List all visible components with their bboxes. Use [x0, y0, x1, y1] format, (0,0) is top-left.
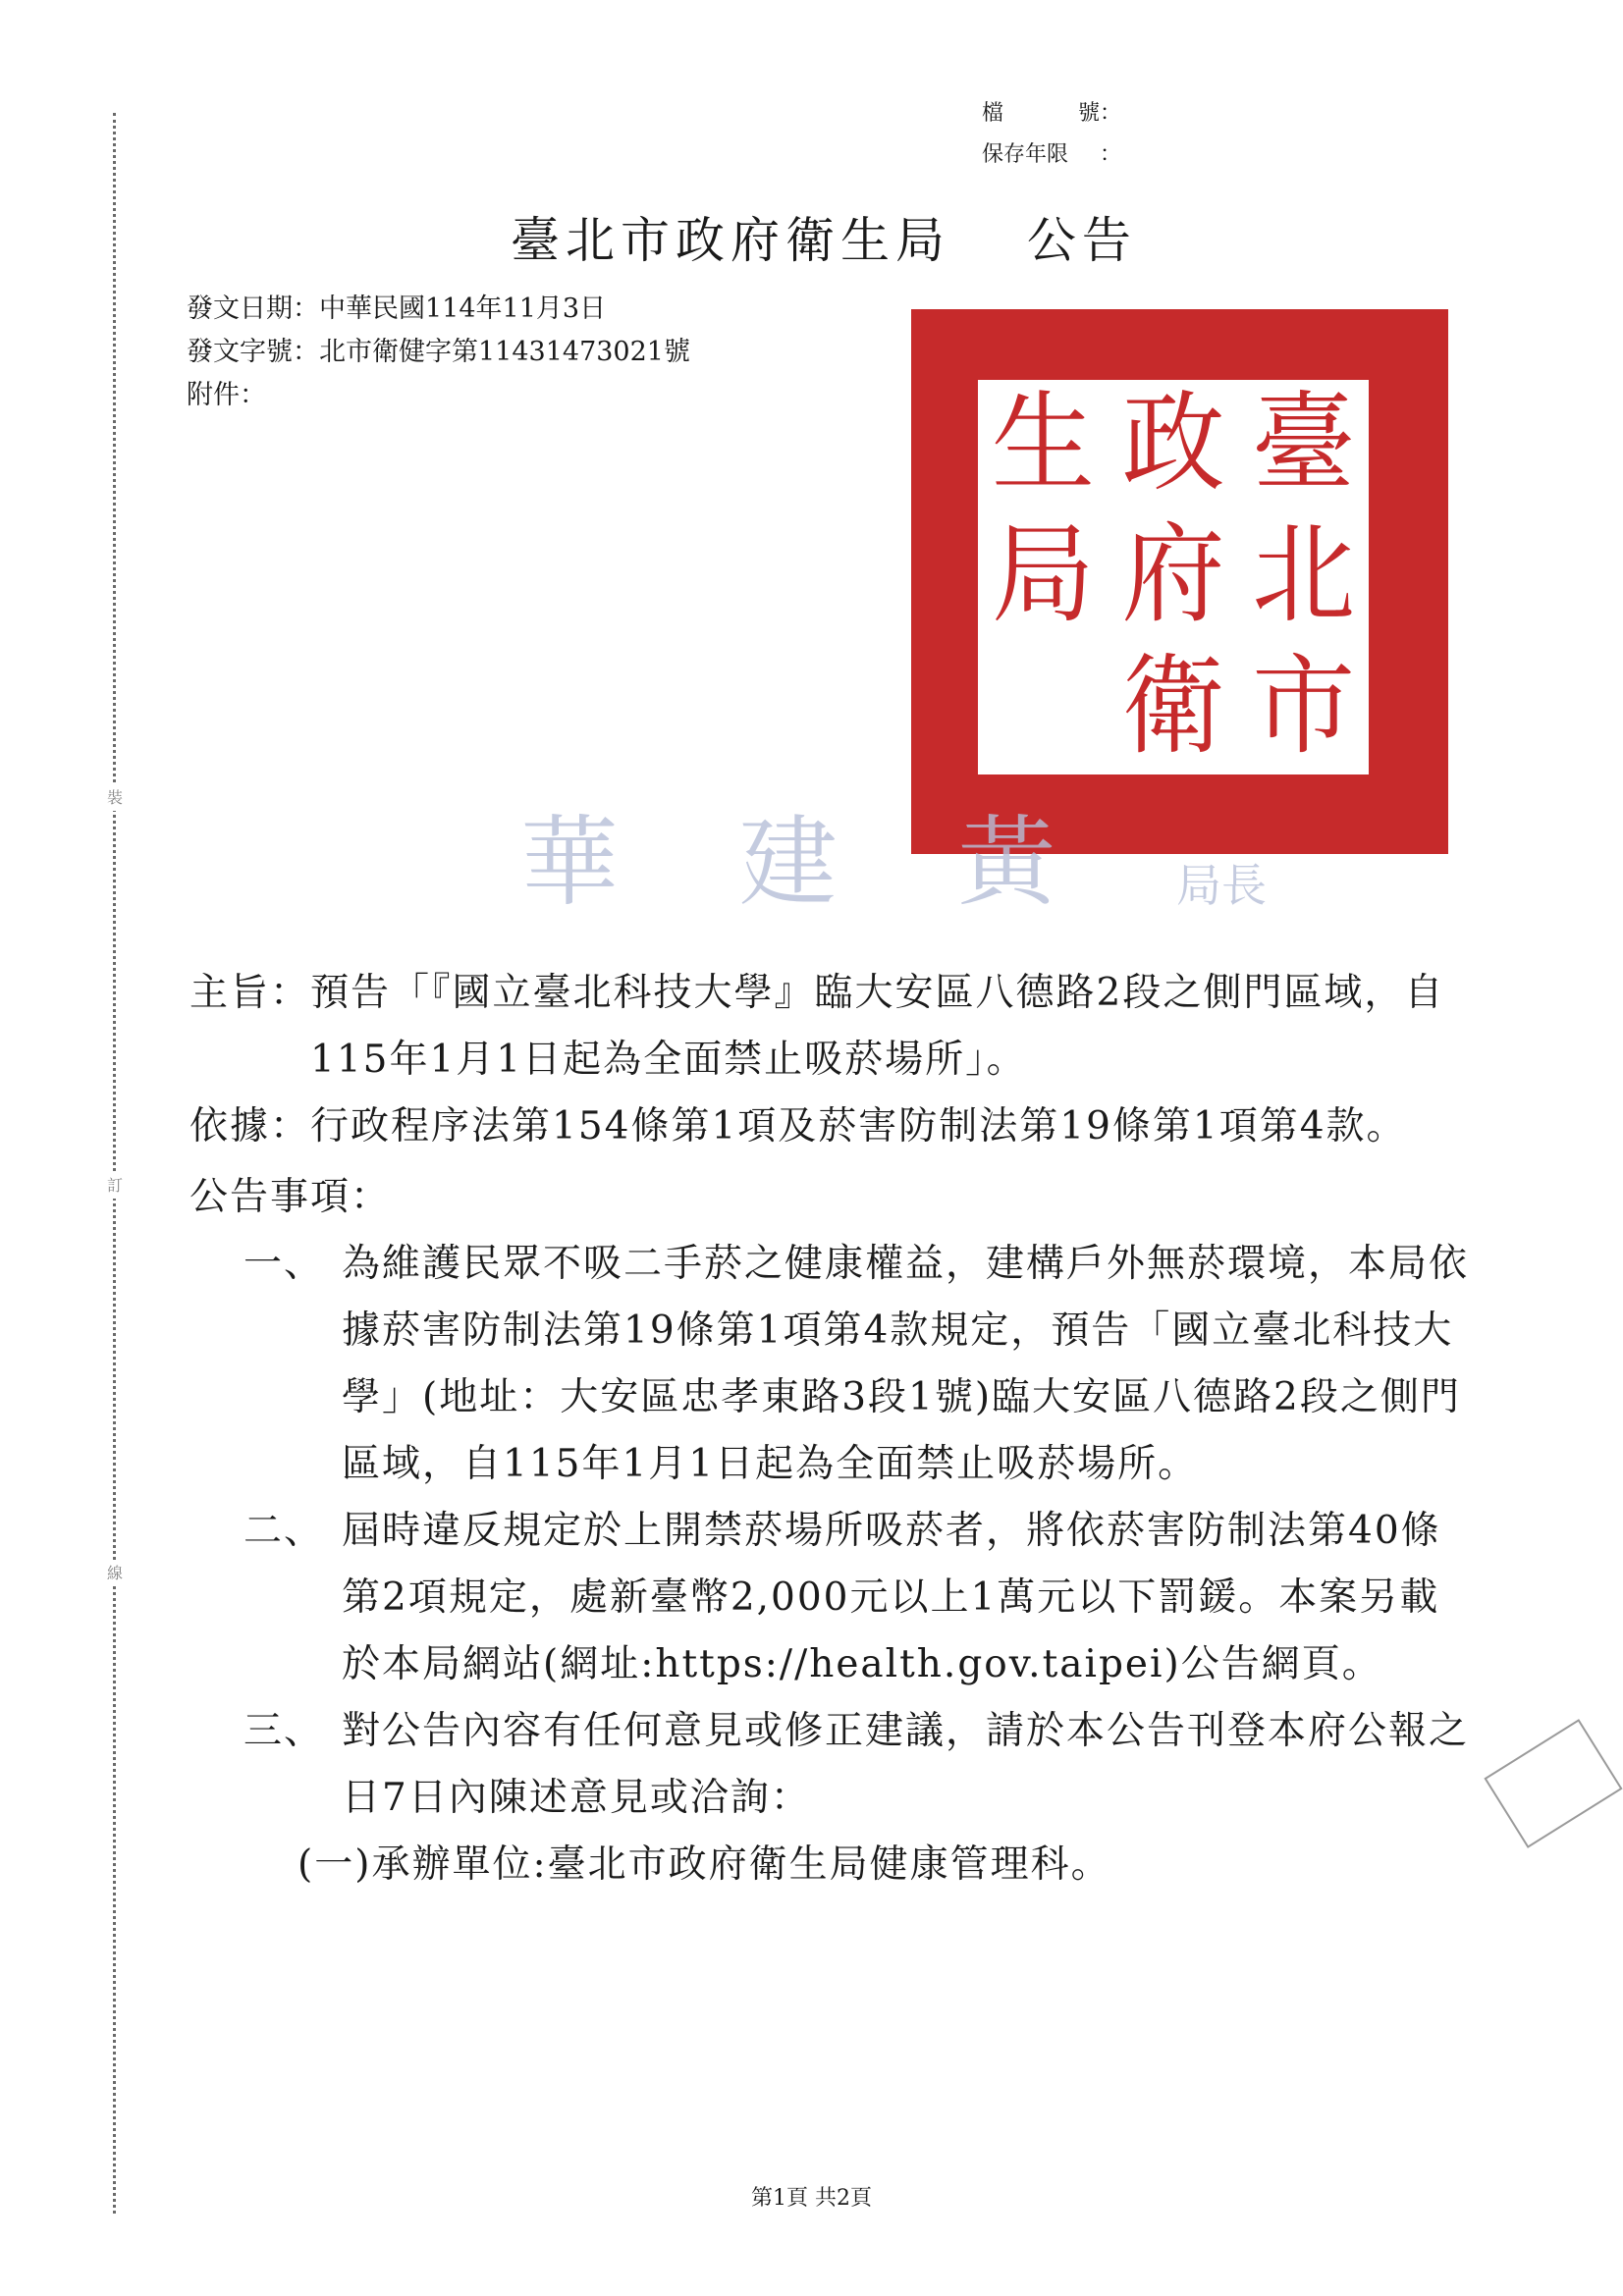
retention-row: [982, 134, 1121, 176]
reference-number-row: [187, 331, 690, 374]
signature-char: 華: [520, 805, 620, 920]
subitem-text: 承辦單位:臺北市政府衛生局健康管理科。: [371, 1842, 1111, 1887]
binding-mark-xian: 線: [102, 1561, 128, 1586]
announcement-item: [189, 1498, 1476, 1698]
seal-char: 臺: [1252, 380, 1356, 507]
file-meta: [982, 93, 1121, 176]
signature-char: 黃: [957, 805, 1056, 920]
item-number: 二、: [243, 1509, 325, 1553]
page-info: 第1頁 共2頁: [751, 2186, 872, 2211]
seal-char: 北: [1252, 511, 1356, 638]
seal-char: 衛: [1121, 643, 1225, 770]
subject-paragraph: [189, 960, 1476, 1094]
basis-text: 行政程序法第154條第1項及菸害防制法第19條第1項第4款。: [310, 1104, 1407, 1148]
document-body: [189, 960, 1476, 1898]
issue-date-label: 發文日期：: [187, 294, 319, 324]
seal-char: 政: [1121, 380, 1225, 507]
announcement-item: [189, 1231, 1476, 1498]
item-number: 一、: [243, 1242, 325, 1286]
issue-date-row: [187, 288, 690, 331]
announcement-heading: [189, 1164, 1476, 1231]
subitem-number: (一): [298, 1842, 372, 1887]
reference-number-label: 發文字號：: [187, 337, 319, 367]
item-number: 三、: [243, 1709, 325, 1753]
agency-name: 臺北市政府衛生局: [511, 212, 950, 269]
retention-label: 保存年限: [982, 142, 1069, 167]
colon: ：: [1100, 142, 1122, 167]
item-text: 對公告內容有任何意見或修正建議，請於本公告刊登本府公報之日7日內陳述意見或洽詢：: [342, 1709, 1470, 1820]
file-number-label: [982, 93, 1100, 134]
binding-line: [113, 113, 116, 2214]
announcement-subitem: [189, 1832, 1476, 1898]
signature-title: 局長: [1176, 859, 1267, 912]
binding-mark-ding: 訂: [102, 1173, 128, 1199]
subject-text: 預告「『國立臺北科技大學』臨大安區八德路2段之側門區域，自115年1月1日起為全面禁止吸菸場所」。: [310, 971, 1445, 1082]
announcement-label: 公告事項：: [189, 1175, 392, 1219]
item-text: 為維護民眾不吸二手菸之健康權益，建構戶外無菸環境，本局依據菸害防制法第19條第1項第4款規定，預告「國立臺北科技大學」(地址：大安區忠孝東路3段1號)臨大安區八德路2段之側門區域，自115年1月1日起為全面禁止吸菸場所。: [342, 1242, 1470, 1486]
seal-inner: [978, 380, 1369, 774]
signature-stamp: [520, 775, 1267, 933]
reference-number-value: 北市衛健字第11431473021號: [319, 337, 690, 367]
basis-label: 依據：: [189, 1104, 311, 1148]
seal-char: 府: [1121, 511, 1225, 638]
seal-char: 局: [991, 511, 1095, 638]
file-number-row: [982, 93, 1121, 134]
attachment-label: 附件：: [187, 380, 266, 410]
subject-label: 主旨：: [189, 971, 311, 1015]
signature-char: 建: [738, 805, 838, 920]
colon: ：: [1100, 101, 1122, 126]
binding-mark-zhuang: 裝: [102, 785, 128, 811]
file-number-label-b: 號: [1077, 101, 1100, 126]
issue-date-value: 中華民國114年11月3日: [319, 294, 607, 324]
official-seal: [911, 309, 1448, 854]
issue-info: [187, 288, 690, 417]
page-footer: [0, 2181, 1623, 2212]
seal-char: 市: [1252, 643, 1356, 770]
seal-char: [978, 640, 1109, 778]
seal-char: 生: [991, 380, 1095, 507]
attachment-row: [187, 374, 690, 417]
announcement-items: [189, 1231, 1476, 1898]
document-type: 公告: [1026, 212, 1137, 269]
file-number-label-a: 檔: [982, 101, 1004, 126]
document-title: [511, 201, 1137, 272]
edge-paging-seal: [1484, 1719, 1622, 1848]
basis-paragraph: [189, 1094, 1476, 1160]
item-text: 屆時違反規定於上開禁菸場所吸菸者，將依菸害防制法第40條第2項規定，處新臺幣2,000元以上1萬元以下罰鍰。本案另載於本局網站(網址:https://health.gov.taipei)公告網頁。: [342, 1509, 1441, 1686]
announcement-item: [189, 1698, 1476, 1832]
